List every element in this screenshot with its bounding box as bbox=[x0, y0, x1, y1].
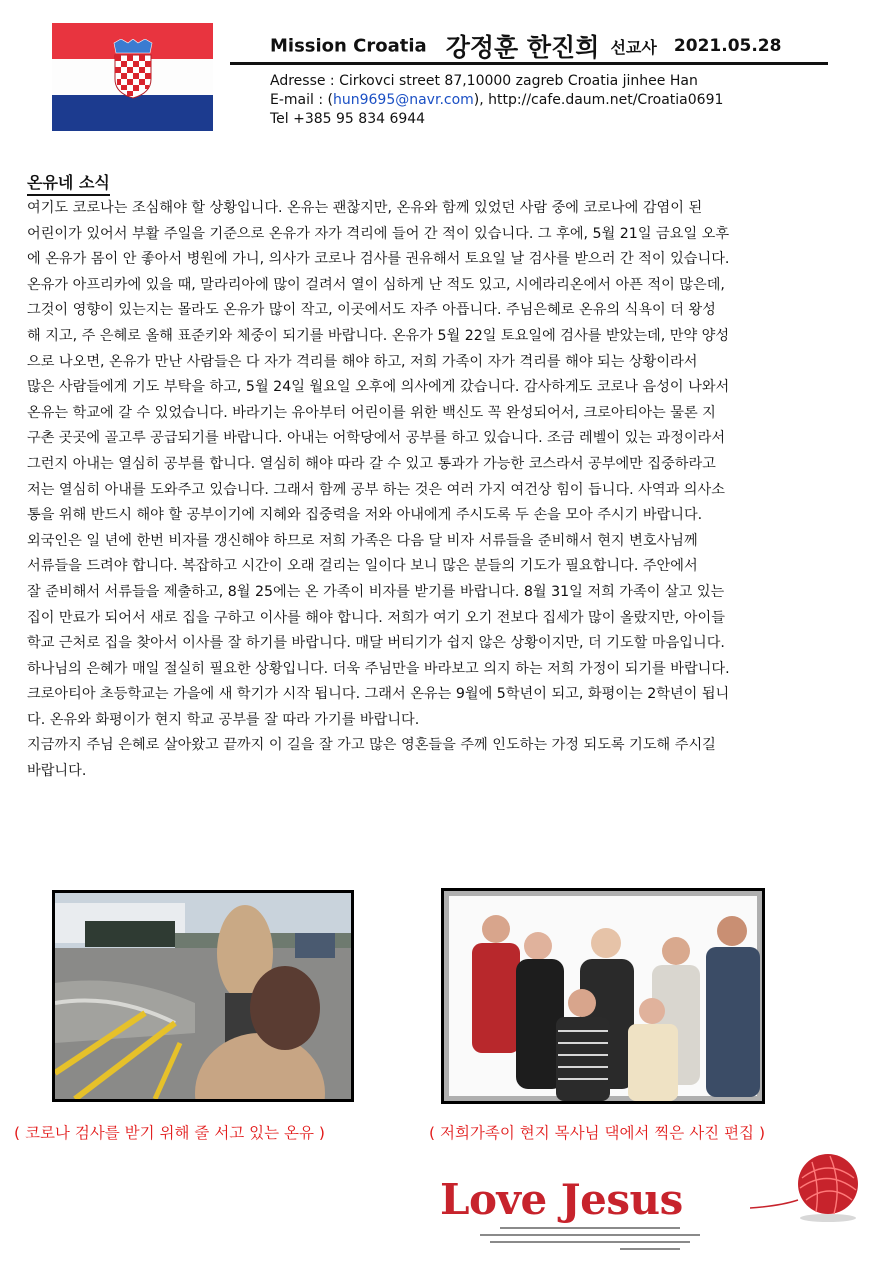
photo-covid-test-queue bbox=[52, 890, 354, 1102]
paragraph-line: 집이 만료가 되어서 새로 집을 구하고 이사를 해야 합니다. 저희가 여기 오기 전보다 집세가 많이 올랐지만, 아이들 bbox=[27, 609, 725, 626]
missionary-names: 강정훈 한진희 bbox=[445, 33, 600, 62]
paragraph-line: 그런지 아내는 열심히 공부를 합니다. 열심히 해야 따라 갈 수 있고 통과가 가능한 코스라서 공부에만 집중하라고 bbox=[27, 455, 716, 472]
paragraph-line: 하나님의 은혜가 매일 절실히 필요한 상황입니다. 더욱 주님만을 바라보고 의지 하는 저희 가정이 되기를 바랍니다. bbox=[27, 660, 730, 677]
letter-date: 2021.05.28 bbox=[673, 36, 782, 56]
paragraph-line: 온유는 학교에 갈 수 있었습니다. 바라기는 유아부터 어린이를 위한 백신도 꼭 완성되어서, 크로아티아는 물론 지 bbox=[27, 404, 716, 421]
paragraph-line: 해 지고, 주 은혜로 올해 표준키와 체중이 되기를 바랍니다. 온유가 5월 22일 토요일에 검사를 받았는데, 만약 양성 bbox=[27, 327, 730, 344]
header-title bbox=[270, 28, 830, 62]
paragraph-line: 에 온유가 몸이 안 좋아서 병원에 가니, 의사가 코로나 검사를 권유해서 토요일 날 검사를 받으러 간 적이 있습니다. bbox=[27, 251, 730, 268]
paragraph-line: 학교 근처로 집을 찾아서 이사를 잘 하기를 바랍니다. 매달 버티기가 쉽지 않은 상황이지만, 더 기도할 마음입니다. bbox=[27, 635, 725, 652]
email-link[interactable]: hun9695@navr.com bbox=[332, 92, 474, 108]
paragraph-line: 어린이가 있어서 부활 주일을 기준으로 온유가 자가 격리에 들어 간 적이 있습니다. 그 후에, 5월 21일 금요일 오후 bbox=[27, 225, 730, 242]
paragraph-line: 으로 나오면, 온유가 만난 사람들은 다 자가 격리를 해야 하고, 저희 가족이 자가 격리를 해야 되는 상황이라서 bbox=[27, 353, 698, 370]
address-line: Adresse : Cirkovci street 87,10000 zagreb Croatia jinhee Han bbox=[270, 73, 698, 89]
paragraph-line: 외국인은 일 년에 한번 비자를 갱신해야 하므로 저희 가족은 다음 달 비자 서류들을 준비해서 현지 변호사님께 bbox=[27, 532, 698, 549]
love-jesus-logo: Love Jesus bbox=[440, 1175, 683, 1224]
verse-lines-decoration bbox=[470, 1222, 710, 1256]
mission-name: Mission Croatia bbox=[270, 35, 427, 57]
paragraph-line: 온유가 아프리카에 있을 때, 말라리아에 많이 걸려서 열이 심하게 난 적도 있고, 시에라리온에서 아픈 적이 많은데, bbox=[27, 276, 725, 293]
croatia-flag bbox=[52, 23, 213, 131]
email-line bbox=[270, 91, 723, 110]
missionary-role: 선교사 bbox=[610, 37, 657, 57]
phone-line: Tel +385 95 834 6944 bbox=[270, 111, 426, 127]
paragraph-line: 그것이 영향이 있는지는 몰라도 온유가 많이 작고, 이곳에서도 자주 아픕니다. 주님은혜로 온유의 식욕이 더 왕성 bbox=[27, 302, 716, 319]
paragraph-line: 잘 준비해서 서류들을 제출하고, 8월 25에는 온 가족이 비자를 받기를 바랍니다. 8월 31일 저희 가족이 살고 있는 bbox=[27, 583, 725, 600]
yarn-ball-icon bbox=[750, 1148, 860, 1228]
croatia-coat-of-arms-icon bbox=[112, 39, 154, 99]
paragraph-line: 크로아티아 초등학교는 가을에 새 학기가 시작 됩니다. 그래서 온유는 9월에 5학년이 되고, 화평이는 2학년이 됩니 bbox=[27, 686, 730, 703]
email-prefix: E-mail : ( bbox=[270, 92, 333, 108]
email-suffix: ), http://cafe.daum.net/Croatia0691 bbox=[473, 92, 724, 108]
caption-left: ( 코로나 검사를 받기 위해 줄 서고 있는 온유 ) bbox=[14, 1124, 325, 1142]
section-title: 온유네 소식 bbox=[27, 170, 110, 196]
paragraph-line: 다. 온유와 화평이가 현지 학교 공부를 잘 따라 가기를 바랍니다. bbox=[27, 711, 420, 728]
paragraph-line: 여기도 코로나는 조심해야 할 상황입니다. 온유는 괜찮지만, 온유와 함께 있었던 사람 중에 코로나에 감염이 된 bbox=[27, 200, 703, 216]
photo-family-group bbox=[441, 888, 765, 1104]
news-paragraph bbox=[27, 196, 873, 785]
paragraph-line: 통을 위해 반드시 해야 할 공부이기에 지혜와 집중력을 저와 아내에게 주시도록 두 손을 모아 주시기 바랍니다. bbox=[27, 507, 703, 524]
paragraph-line: 저는 열심히 아내를 도와주고 있습니다. 그래서 함께 공부 하는 것은 여러 가지 여건상 힘이 듭니다. 사역과 의사소 bbox=[27, 481, 725, 498]
paragraph-line: 지금까지 주님 은혜로 살아왔고 끝까지 이 길을 잘 가고 많은 영혼들을 주께 인도하는 가정 되도록 기도해 주시길 bbox=[27, 737, 716, 754]
paragraph-line: 서류들을 드려야 합니다. 복잡하고 시간이 오래 걸리는 일이다 보니 많은 분들의 기도가 필요합니다. 주안에서 bbox=[27, 558, 698, 575]
header-divider bbox=[230, 62, 828, 65]
caption-right: ( 저희가족이 현지 목사님 댁에서 찍은 사진 편집 ) bbox=[429, 1124, 765, 1142]
paragraph-line: 구촌 곳곳에 골고루 공급되기를 바랍니다. 아내는 어학당에서 공부를 하고 있습니다. 조금 레벨이 있는 과정이라서 bbox=[27, 430, 726, 447]
contact-info bbox=[270, 72, 723, 129]
paragraph-line: 많은 사람들에게 기도 부탁을 하고, 5월 24일 월요일 오후에 의사에게 갔습니다. 감사하게도 코로나 음성이 나와서 bbox=[27, 379, 730, 396]
paragraph-line: 바랍니다. bbox=[27, 763, 87, 780]
